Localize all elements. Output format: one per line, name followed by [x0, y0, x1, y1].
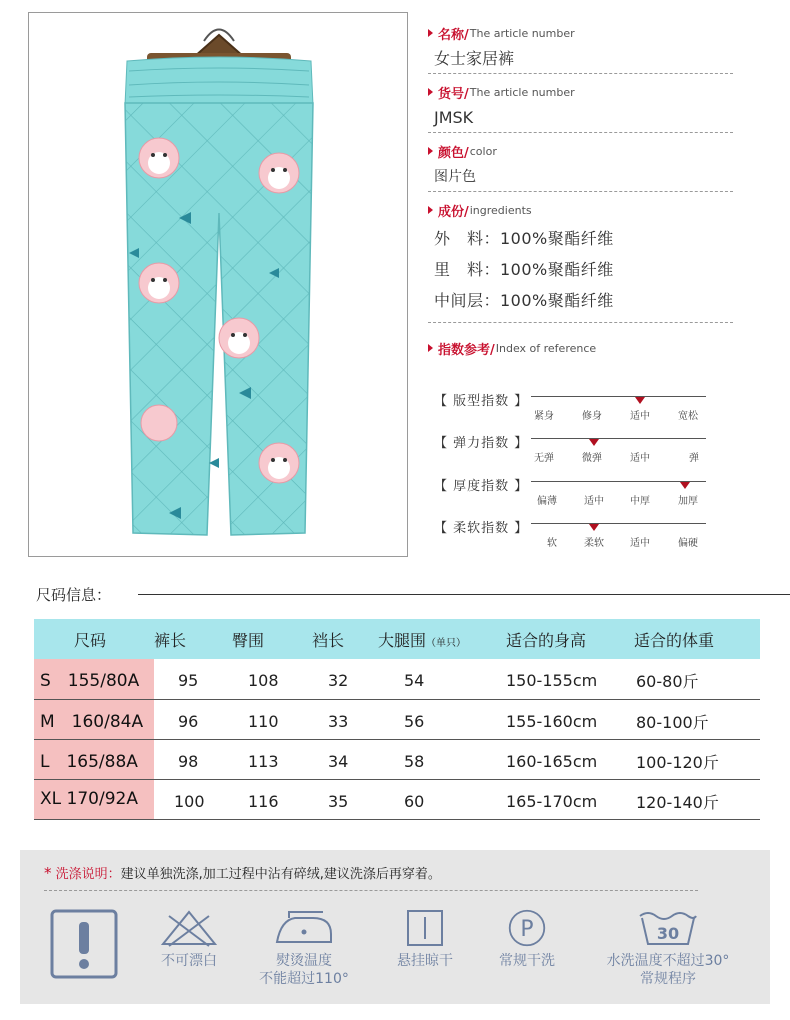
svg-text:P: P: [520, 917, 534, 943]
care-item-dry-clean: P 常规干洗: [482, 908, 572, 970]
size-cell: M 160/84A: [34, 699, 154, 739]
size-cell: S 155/80A: [34, 659, 154, 699]
care-item-hang-dry: 悬挂晾干: [380, 908, 470, 970]
bullet-triangle-icon: [428, 29, 433, 37]
bullet-triangle-icon: [428, 88, 433, 96]
header-hip: 臀围: [232, 619, 312, 659]
hip-cell: 108: [232, 659, 312, 699]
size-section-title: 尺码信息：: [36, 586, 112, 604]
header-size: 尺码: [34, 619, 154, 659]
sku-value: JMSK: [428, 103, 733, 133]
care-item-wash-30: 30 水洗温度不超过30° 常规程序: [588, 908, 748, 988]
bullet-triangle-icon: [428, 344, 433, 352]
table-row: [34, 699, 760, 739]
size-table-header: [34, 619, 760, 659]
color-label: 颜色/ color: [428, 140, 733, 162]
care-item-iron: 熨烫温度 不能超过110°: [244, 908, 364, 988]
header-length: 裤长: [154, 619, 232, 659]
crotch-cell: 34: [312, 739, 378, 779]
size-section-divider: [138, 594, 790, 595]
weight-cell: 120-140斤: [634, 779, 760, 819]
index-marker-icon: [589, 439, 599, 446]
name-value: 女士家居裤: [428, 44, 733, 74]
ingredient-lining: 里 料：100%聚酯纤维: [434, 260, 614, 279]
thigh-cell: 56: [378, 699, 506, 739]
hip-cell: 116: [232, 779, 312, 819]
index-thickness: 【 厚度指数 】 偏薄 适中 中厚 加厚: [434, 475, 714, 515]
height-cell: 150-155cm: [506, 659, 634, 699]
thigh-cell: 58: [378, 739, 506, 779]
bullet-triangle-icon: [428, 147, 433, 155]
length-cell: 95: [154, 659, 232, 699]
size-table: [34, 619, 760, 820]
hang-dry-icon: [405, 908, 445, 948]
height-cell: 155-160cm: [506, 699, 634, 739]
crotch-cell: 33: [312, 699, 378, 739]
index-marker-icon: [589, 524, 599, 531]
care-item-warning: [48, 908, 120, 984]
no-bleach-icon: [159, 908, 219, 948]
pants-illustration: [29, 13, 408, 557]
care-note: [44, 863, 441, 882]
ingredient-outer: 外 料：100%聚酯纤维: [434, 229, 614, 248]
index-elasticity: 【 弹力指数 】 无弹 微弹 适中 弹: [434, 432, 714, 472]
header-weight: 适合的体重: [634, 619, 760, 659]
thigh-cell: 54: [378, 659, 506, 699]
header-thigh-unit: （单只）: [426, 637, 467, 649]
care-divider: [44, 890, 698, 891]
index-reference-label: 指数参考/ Index of reference: [428, 337, 733, 359]
size-cell: XL 170/92A: [34, 779, 154, 819]
warning-icon: [49, 908, 119, 980]
hip-cell: 113: [232, 739, 312, 779]
care-instructions: [20, 850, 770, 1004]
dry-clean-icon: [505, 908, 549, 948]
height-cell: 165-170cm: [506, 779, 634, 819]
index-softness: 【 柔软指数 】 软 柔软 适中 偏硬: [434, 517, 714, 557]
index-track: [531, 396, 706, 397]
length-cell: 100: [154, 779, 232, 819]
index-track: [531, 438, 706, 439]
hip-cell: 110: [232, 699, 312, 739]
index-fit: 【 版型指数 】 紧身 修身 适中 宽松: [434, 390, 714, 430]
asterisk-icon: *: [44, 864, 52, 882]
wash-30-icon: [636, 908, 700, 948]
index-marker-icon: [680, 482, 690, 489]
weight-cell: 60-80斤: [634, 659, 760, 699]
thigh-cell: 60: [378, 779, 506, 819]
table-row: [34, 659, 760, 699]
product-info: [428, 22, 733, 359]
weight-cell: 80-100斤: [634, 699, 760, 739]
product-photo: [28, 12, 408, 557]
iron-icon: [269, 908, 339, 948]
care-label: 洗涤说明：: [55, 867, 121, 882]
length-cell: 96: [154, 699, 232, 739]
length-cell: 98: [154, 739, 232, 779]
weight-cell: 100-120斤: [634, 739, 760, 779]
table-row: [34, 739, 760, 779]
crotch-cell: 35: [312, 779, 378, 819]
size-cell: L 165/88A: [34, 739, 154, 779]
crotch-cell: 32: [312, 659, 378, 699]
height-cell: 160-165cm: [506, 739, 634, 779]
header-crotch: 裆长: [312, 619, 378, 659]
header-height: 适合的身高: [506, 619, 634, 659]
ingredients-list: [428, 221, 733, 323]
name-label: 名称/ The article number: [428, 22, 733, 44]
index-marker-icon: [635, 397, 645, 404]
bullet-triangle-icon: [428, 206, 433, 214]
index-track: [531, 523, 706, 524]
header-thigh: 大腿围（单只）: [378, 619, 506, 659]
color-value: 图片色: [428, 162, 733, 192]
care-item-no-bleach: 不可漂白: [144, 908, 234, 970]
care-text: 建议单独洗涤,加工过程中沾有碎绒,建议洗涤后再穿着。: [120, 867, 441, 882]
wash-temp-text: 30: [656, 924, 680, 943]
sku-label: 货号/ The article number: [428, 81, 733, 103]
table-row: [34, 779, 760, 819]
ingredient-middle: 中间层：100%聚酯纤维: [434, 291, 614, 310]
ingredients-label: 成份/ ingredients: [428, 199, 733, 221]
